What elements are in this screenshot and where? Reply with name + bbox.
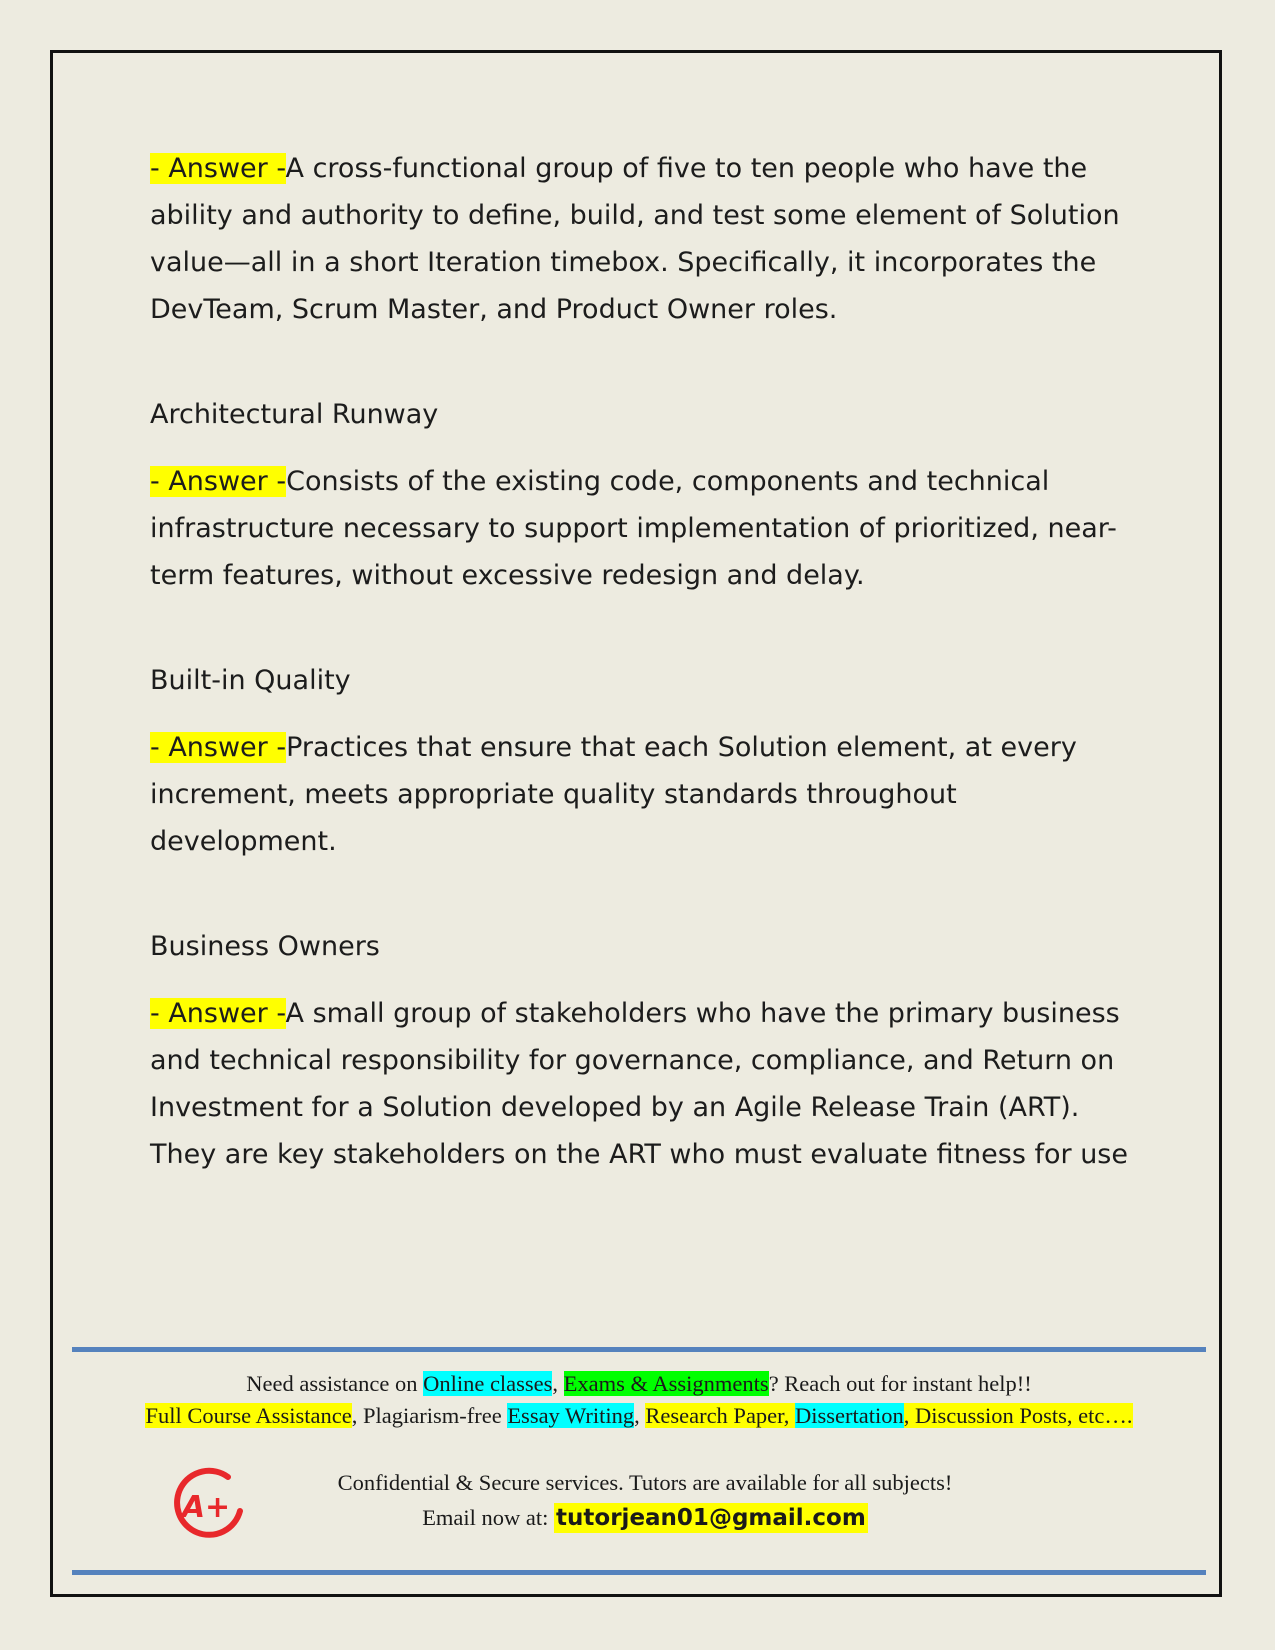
footer-line-1 bbox=[72, 1371, 1206, 1397]
answer-paragraph-1 bbox=[150, 145, 1140, 333]
answer-label: - Answer - bbox=[150, 732, 287, 763]
highlight-discussion-posts: Discussion Posts, etc…. bbox=[915, 1403, 1133, 1428]
answer-label: - Answer - bbox=[150, 153, 286, 184]
term-heading-architectural-runway: Architectural Runway bbox=[150, 399, 439, 430]
a-plus-logo-icon bbox=[170, 1465, 250, 1545]
term-heading-built-in-quality: Built-in Quality bbox=[150, 665, 351, 696]
logo-text: A+ bbox=[181, 1490, 231, 1525]
highlight-exams-assignments: Exams & Assignments bbox=[563, 1371, 769, 1396]
footer-text: , bbox=[552, 1371, 564, 1396]
answer-label: - Answer - bbox=[150, 998, 286, 1029]
highlight-research-paper: Research Paper, bbox=[645, 1403, 796, 1428]
footer-text: , bbox=[634, 1403, 646, 1428]
answer-label: - Answer - bbox=[150, 466, 287, 497]
footer-text: ? Reach out for instant help!! bbox=[768, 1371, 1032, 1396]
document-body bbox=[150, 145, 1140, 1178]
answer-text: A cross-functional group of five to ten people who have the ability and authority to define, build, and test some element of Solution value—all in a short Iteration timebox. Specifically, it incorporates the DevTeam, Scrum Master, and Product Owner roles. bbox=[150, 153, 1120, 325]
footer-bottom-rule bbox=[72, 1570, 1206, 1575]
footer-line-4 bbox=[300, 1505, 990, 1531]
email-label: Email now at: bbox=[422, 1505, 555, 1530]
highlight-dissertation: Dissertation bbox=[795, 1403, 904, 1428]
answer-paragraph-2 bbox=[150, 458, 1140, 599]
footer-text: Need assistance on bbox=[246, 1371, 424, 1396]
answer-text: Consists of the existing code, components and technical infrastructure necessary to support implementation of prioritized, near-term features, without excessive redesign and delay. bbox=[150, 466, 1117, 591]
email-link[interactable]: tutorjean01@gmail.com bbox=[556, 1505, 866, 1531]
footer-line-2 bbox=[72, 1403, 1206, 1429]
footer-text: , bbox=[903, 1403, 915, 1428]
footer-text: , Plagiarism-free bbox=[351, 1403, 508, 1428]
highlight-online-classes: Online classes bbox=[423, 1371, 553, 1396]
answer-paragraph-4 bbox=[150, 990, 1140, 1178]
highlight-full-course: Full Course Assistance bbox=[145, 1403, 352, 1428]
highlight-essay-writing: Essay Writing bbox=[507, 1403, 635, 1428]
answer-text: A small group of stakeholders who have the primary business and technical responsibility for governance, compliance, and Return on Investment for a Solution developed by an Agile Release Train (ART). They are key stakeholders on the ART who must evaluate fitness for use bbox=[150, 998, 1128, 1170]
term-heading-business-owners: Business Owners bbox=[150, 931, 380, 962]
answer-paragraph-3 bbox=[150, 724, 1140, 865]
answer-text: Practices that ensure that each Solution element, at every increment, meets appropriate quality standards throughout development. bbox=[150, 732, 1077, 857]
footer-line-3: Confidential & Secure services. Tutors are available for all subjects! bbox=[337, 1470, 953, 1495]
footer-top-rule bbox=[72, 1347, 1206, 1352]
